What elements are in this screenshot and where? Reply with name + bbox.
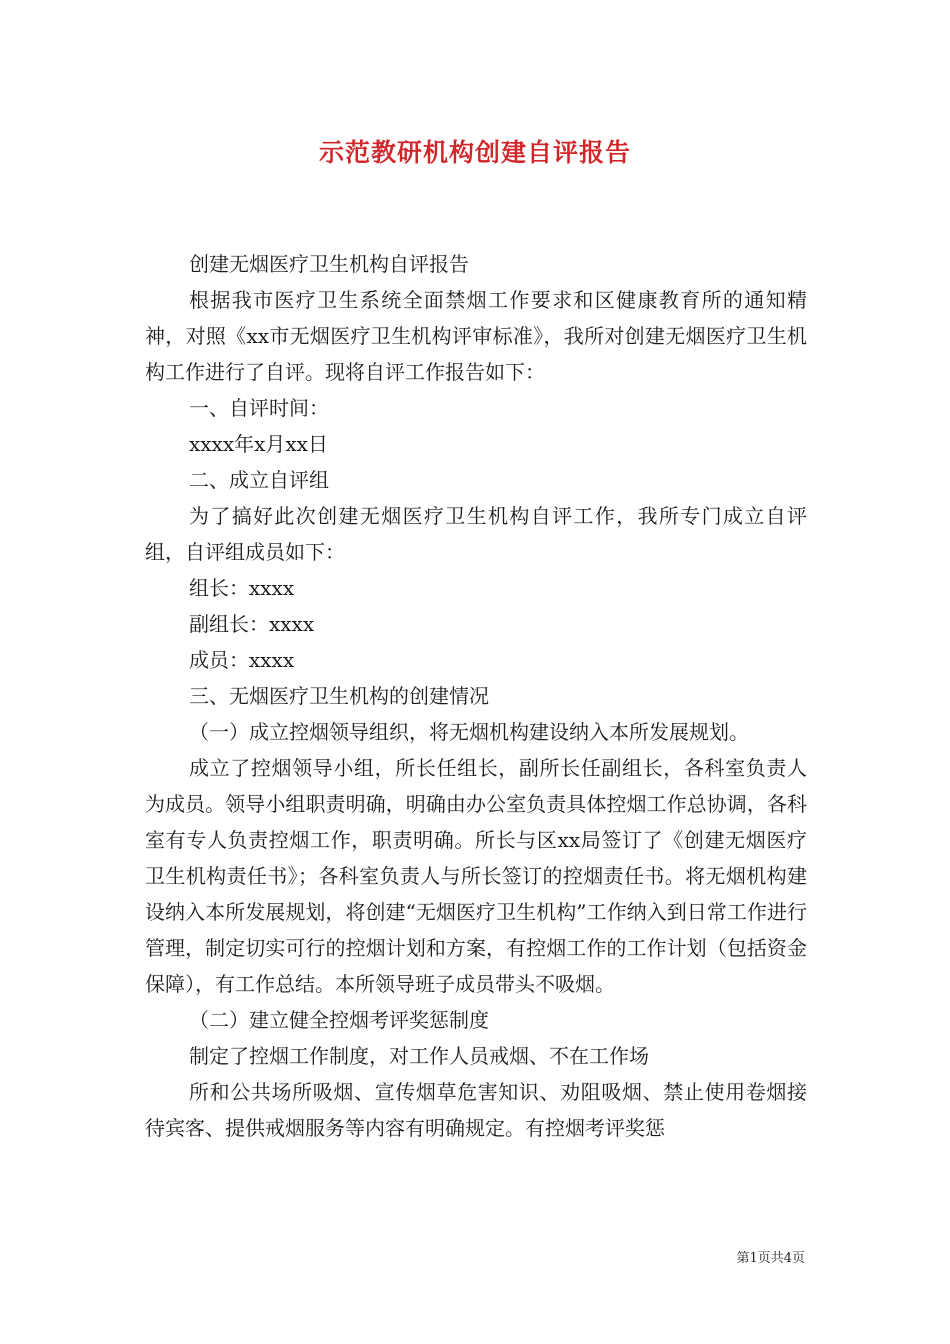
paragraph: （二）建立健全控烟考评奖惩制度 <box>189 1008 489 1032</box>
paragraph: 组长：xxxx <box>189 576 295 600</box>
paragraph: 创建无烟医疗卫生机构自评报告 <box>189 252 469 276</box>
document-body <box>145 246 807 1146</box>
paragraph: 成员：xxxx <box>189 648 295 672</box>
paragraph: 二、成立自评组 <box>189 468 329 492</box>
paragraph: 三、无烟医疗卫生机构的创建情况 <box>189 684 489 708</box>
page-number: 第1页共4页 <box>736 1251 805 1266</box>
paragraph: 为了搞好此次创建无烟医疗卫生机构自评工作，我所专门成立自评组，自评组成员如下： <box>145 504 807 564</box>
paragraph: 成立了控烟领导小组，所长任组长，副所长任副组长，各科室负责人为成员。领导小组职责明确，明确由办公室负责具体控烟工作总协调，各科室有专人负责控烟工作，职责明确。所长与区xx局签订了《创建无烟医疗卫生机构责任书》；各科室负责人与所长签订的控烟责任书。将无烟机构建设纳入本所发展规划，将创建“无烟医疗卫生机构”工作纳入到日常工作进行管理，制定切实可行的控烟计划和方案，有控烟工作的工作计划（包括资金保障），有工作总结。本所领导班子成员带头不吸烟。 <box>145 756 807 996</box>
paragraph: 一、自评时间： <box>189 396 329 420</box>
paragraph: 根据我市医疗卫生系统全面禁烟工作要求和区健康教育所的通知精神，对照《xx市无烟医疗卫生机构评审标准》，我所对创建无烟医疗卫生机构工作进行了自评。现将自评工作报告如下： <box>145 288 807 384</box>
paragraph: xxxx年x月xx日 <box>189 432 328 456</box>
document-title: 示范教研机构创建自评报告 <box>318 138 631 167</box>
paragraph: 副组长：xxxx <box>189 612 315 636</box>
paragraph: （一）成立控烟领导组织，将无烟机构建设纳入本所发展规划。 <box>189 720 749 744</box>
paragraph: 所和公共场所吸烟、宣传烟草危害知识、劝阻吸烟、禁止使用卷烟接待宾客、提供戒烟服务等内容有明确规定。有控烟考评奖惩 <box>145 1080 807 1140</box>
paragraph: 制定了控烟工作制度，对工作人员戒烟、不在工作场 <box>189 1044 649 1068</box>
